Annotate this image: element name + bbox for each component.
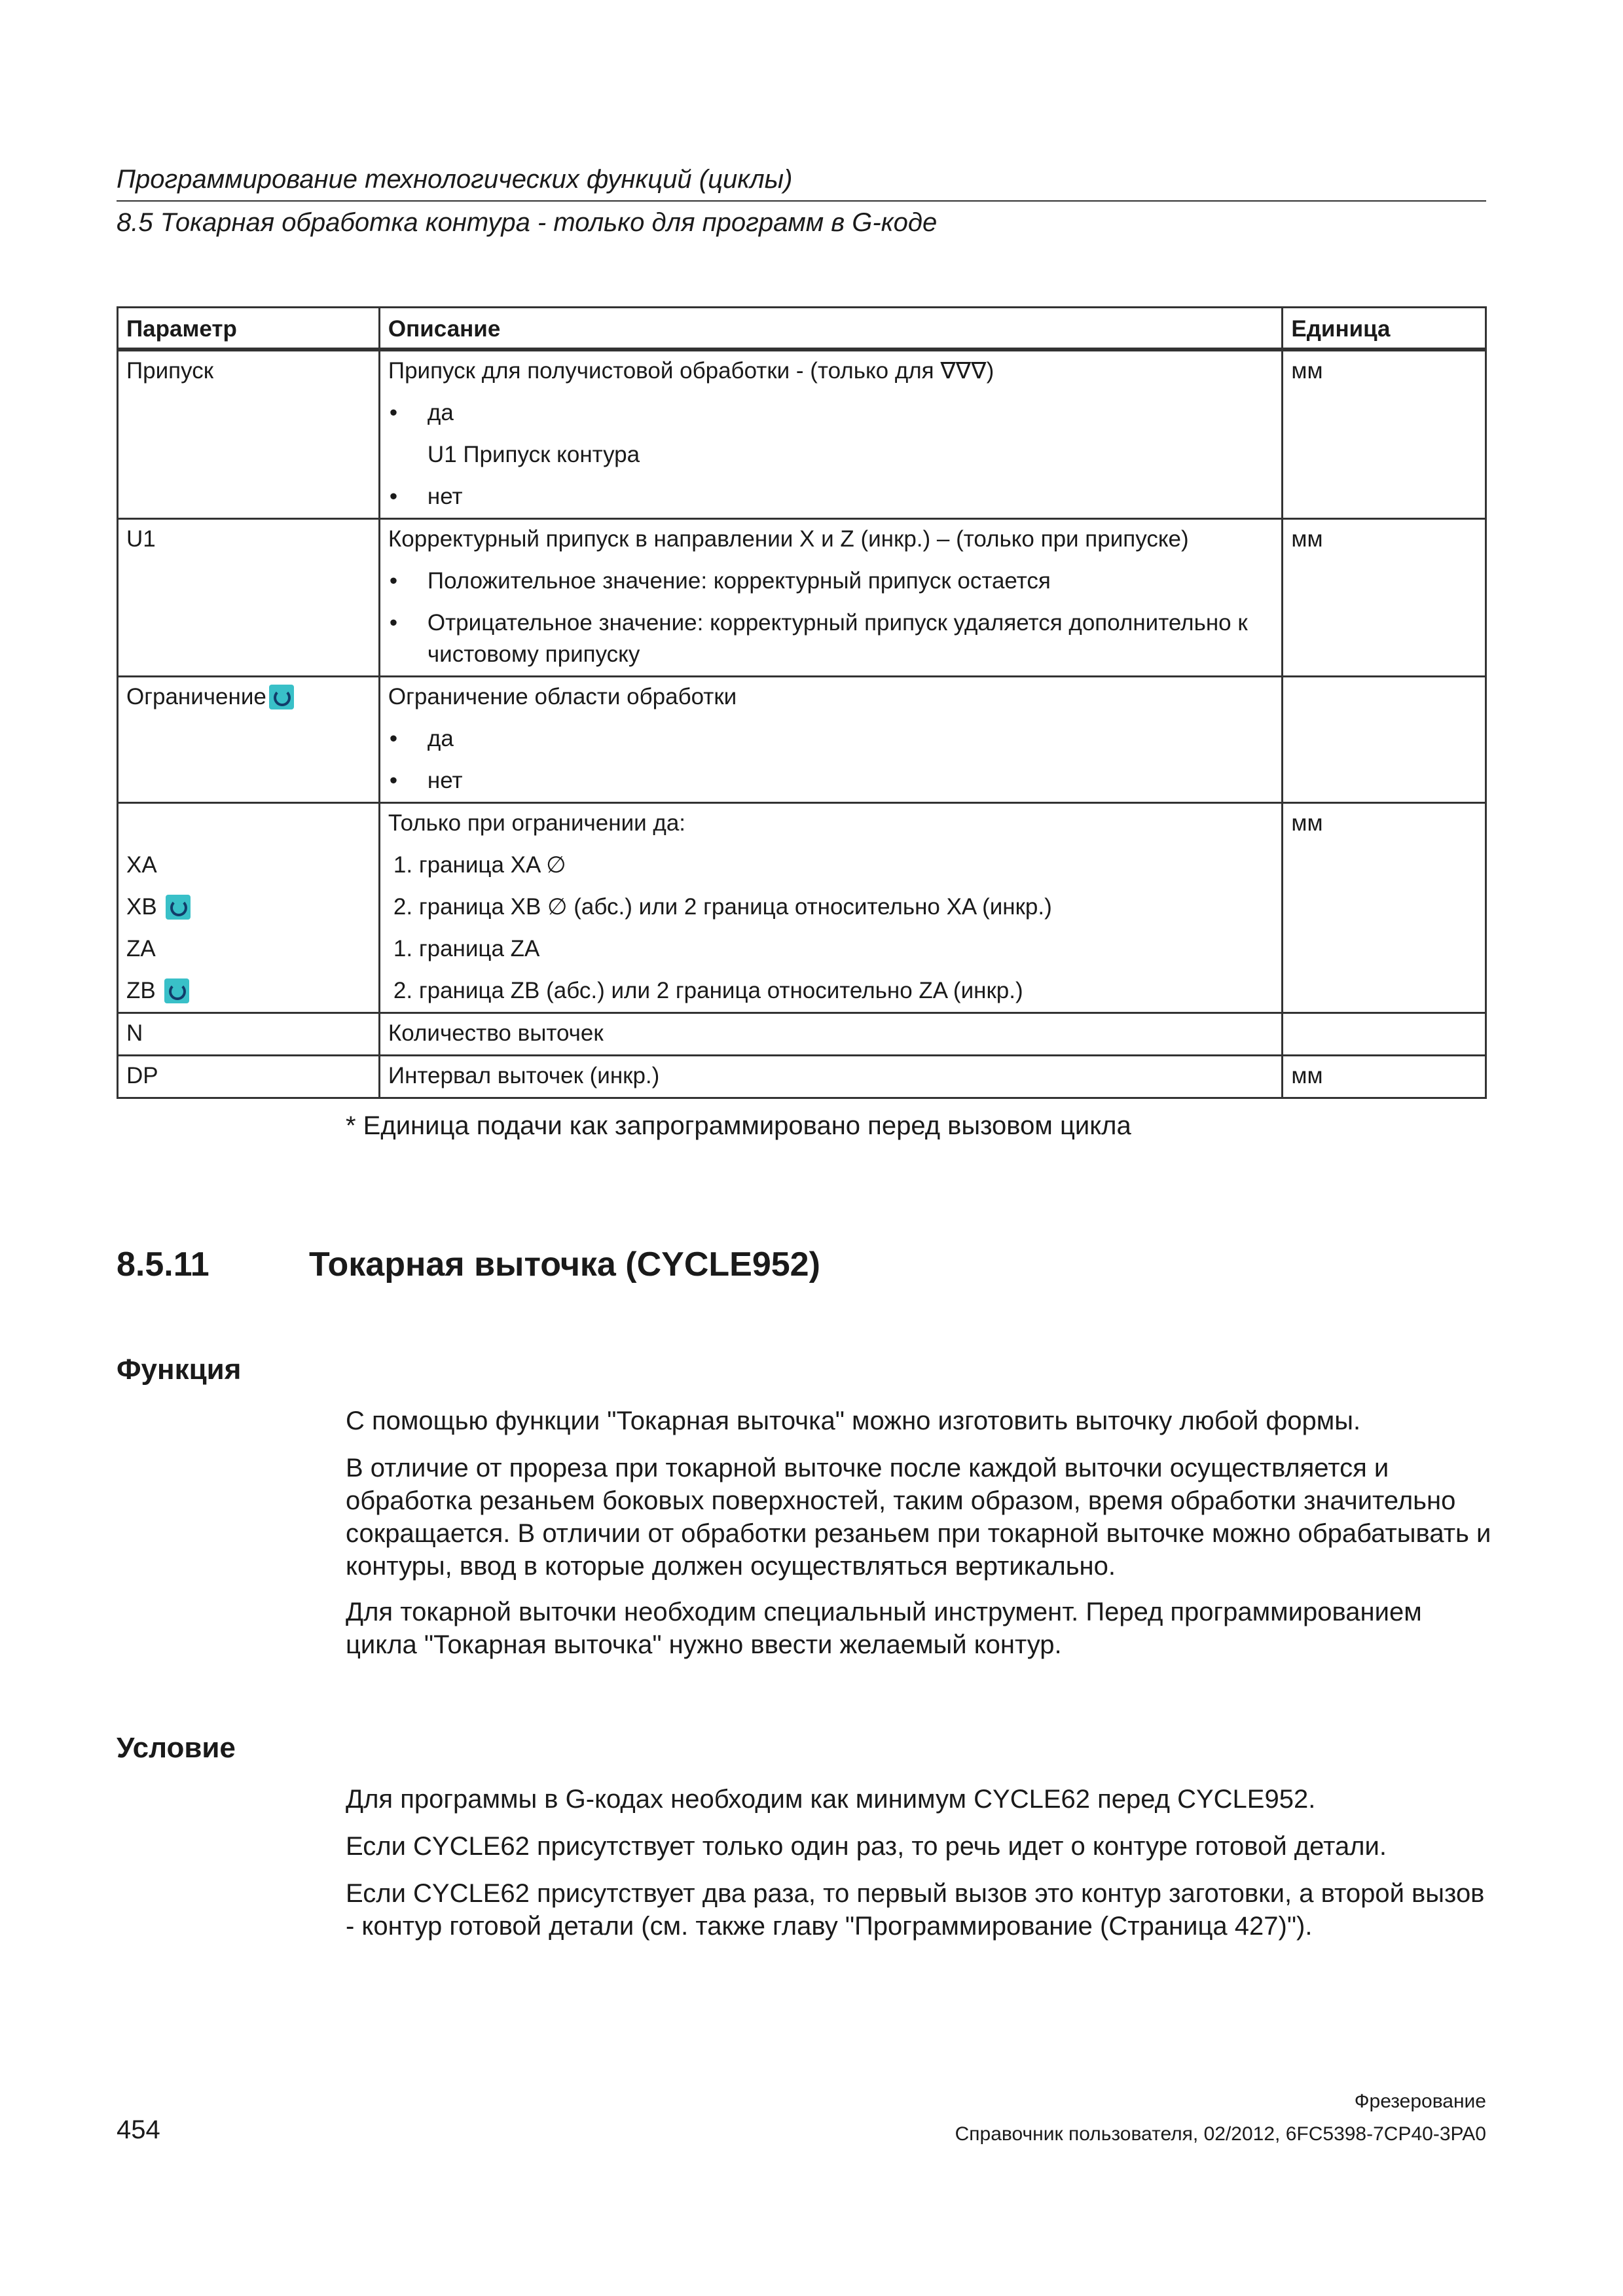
bullet-text: да (427, 400, 454, 425)
toggle-icon (164, 978, 189, 1003)
description-cell: Количество выточек (379, 1013, 1282, 1056)
condition-paragraph: Для программы в G-кодах необходим как минимум CYCLE62 перед CYCLE952. (346, 1785, 1316, 1814)
bullet-text: Положительное значение: корректурный припуск остается (427, 568, 1051, 594)
toggle-icon (166, 895, 191, 920)
condition-heading: Условие (117, 1732, 236, 1764)
unit-cell: мм (1283, 350, 1486, 519)
table-row (118, 350, 1486, 519)
sub-option-text: U1 Припуск контура (427, 442, 640, 467)
unit-cell: мм (1283, 1056, 1486, 1098)
bullet-icon: • (389, 484, 398, 509)
unit-cell: мм (1283, 803, 1486, 1013)
unit-cell: мм (1283, 519, 1486, 677)
toggle-icon (269, 685, 294, 709)
function-paragraph: В отличие от прореза при токарной выточке после каждой выточки осуществляется и обработка резаньем боковых поверхностей, таким образом, время обработки значительно сокращается. В отличии от обработки резаньем при токарной выточке можно обрабатывать и контуры, ввод в которые должен осуществляться вертикально. (346, 1454, 1491, 1581)
param-name-zb (126, 975, 371, 1007)
description-text: Припуск для получистовой обработки - (только для ∇∇∇) (388, 358, 994, 384)
bullet-item (388, 481, 1273, 512)
param-name-xb (126, 891, 371, 923)
bullet-item (388, 765, 1273, 797)
description-cell (379, 519, 1282, 677)
param-cell: N (118, 1013, 380, 1056)
unit-cell (1283, 1013, 1486, 1056)
param-name: Ограничение (126, 684, 266, 709)
footer-document-title: Фрезерование (1354, 2090, 1486, 2112)
bullet-icon: • (389, 726, 398, 751)
footer-manual-info: Справочник пользователя, 02/2012, 6FC5398-7CP40-3PA0 (955, 2123, 1486, 2145)
table-footnote: * Единица подачи как запрограммировано перед вызовом цикла (346, 1111, 1131, 1140)
description-text: 2. граница ZB (абс.) или 2 граница относительно ZA (инкр.) (393, 978, 1023, 1003)
section-title: Токарная выточка (CYCLE952) (309, 1246, 820, 1283)
bullet-icon: • (389, 768, 398, 793)
param-name: ZA (126, 936, 156, 961)
running-header-section: 8.5 Токарная обработка контура - только для программ в G-коде (117, 208, 938, 237)
param-name: Припуск (126, 358, 214, 384)
description-text: 2. граница XB ∅ (абс.) или 2 граница относительно XA (инкр.) (393, 894, 1052, 920)
param-name: U1 (126, 526, 156, 552)
table-row (118, 1056, 1486, 1098)
description-text: 1. граница XA ∅ (393, 852, 566, 878)
bullet-icon: • (389, 400, 398, 425)
column-header-parameter: Параметр (118, 308, 380, 350)
table-row (118, 1013, 1486, 1056)
param-cell (118, 350, 380, 519)
bullet-item (388, 565, 1273, 597)
description-cell: Интервал выточек (инкр.) (379, 1056, 1282, 1098)
table-row (118, 677, 1486, 803)
unit-cell (1283, 677, 1486, 803)
param-cell (118, 803, 380, 1013)
parameter-table (117, 306, 1487, 1099)
function-paragraph: Для токарной выточки необходим специальный инструмент. Перед программированием цикла "Токарная выточка" нужно ввести желаемый контур. (346, 1598, 1422, 1659)
description-text: 1. граница ZA (393, 936, 540, 961)
param-name: XB (126, 894, 157, 920)
condition-paragraph: Если CYCLE62 присутствует два раза, то первый вызов это контур заготовки, а второй вызов - контур готовой детали (см. также главу "Программирование (Страница 427)"). (346, 1879, 1485, 1941)
function-heading: Функция (117, 1354, 242, 1386)
description-cell (379, 677, 1282, 803)
bullet-text: Отрицательное значение: корректурный припуск удаляется дополнительно к чистовому припуску (427, 610, 1248, 667)
page-number: 454 (117, 2115, 160, 2144)
table-row (118, 803, 1486, 1013)
bullet-item (388, 607, 1273, 670)
description-text: Ограничение области обработки (388, 684, 737, 709)
description-cell (379, 350, 1282, 519)
bullet-text: нет (427, 768, 463, 793)
section-number: 8.5.11 (117, 1246, 210, 1283)
param-name: XA (126, 852, 157, 878)
table-header-row (118, 308, 1486, 350)
table-row (118, 519, 1486, 677)
param-cell (118, 677, 380, 803)
bullet-item (388, 723, 1273, 755)
bullet-item (388, 397, 1273, 429)
description-text: Корректурный припуск в направлении X и Z (инкр.) – (только при припуске) (388, 526, 1189, 552)
function-paragraph: С помощью функции "Токарная выточка" можно изготовить выточку любой формы. (346, 1407, 1361, 1435)
column-header-unit: Единица (1283, 308, 1486, 350)
param-name: ZB (126, 978, 156, 1003)
bullet-text: нет (427, 484, 463, 509)
bullet-text: да (427, 726, 454, 751)
description-text: Только при ограничении да: (388, 810, 686, 836)
condition-paragraph: Если CYCLE62 присутствует только один раз, то речь идет о контуре готовой детали. (346, 1832, 1387, 1861)
description-cell (379, 803, 1282, 1013)
running-header-chapter: Программирование технологических функций (циклы) (117, 165, 793, 194)
header-rule (117, 200, 1486, 202)
bullet-icon: • (389, 568, 398, 594)
param-cell: DP (118, 1056, 380, 1098)
bullet-icon: • (389, 610, 398, 636)
column-header-description: Описание (379, 308, 1282, 350)
param-cell (118, 519, 380, 677)
